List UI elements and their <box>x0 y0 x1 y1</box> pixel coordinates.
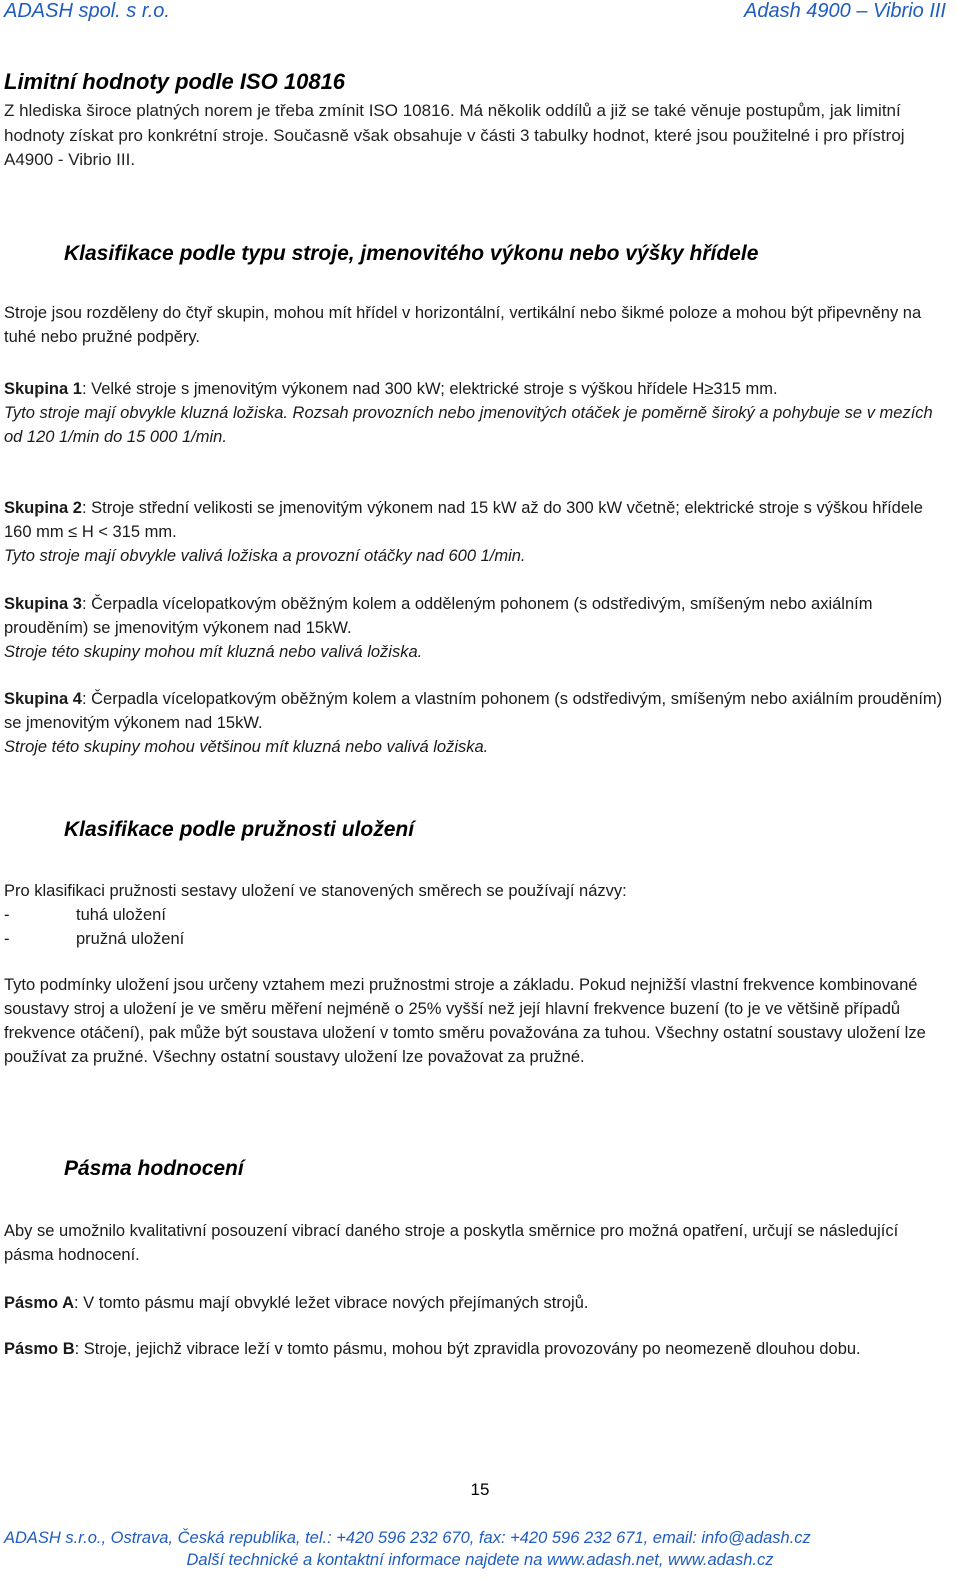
group-text: : Velké stroje s jmenovitým výkonem nad 300 kW; elektrické stroje s výškou hřídele H≥315 mm. <box>81 380 778 398</box>
list-item <box>4 927 944 951</box>
section-title-limits: Limitní hodnoty podle ISO 10816 <box>4 69 346 94</box>
group-label: Skupina 4 <box>4 690 82 708</box>
group-note: Tyto stroje mají obvykle valivá ložiska a provozní otáčky nad 600 1/min. <box>4 547 526 565</box>
group-text: : Stroje střední velikosti se jmenovitým výkonem nad 15 kW až do 300 kW včetně; elektrické stroje s výškou hřídele 160 mm ≤ H < 315 mm. <box>4 499 923 541</box>
group-label: Skupina 2 <box>4 499 82 517</box>
group-2 <box>4 496 944 568</box>
header-product: Adash 4900 – Vibrio III <box>744 0 946 22</box>
section-title-classification-type: Klasifikace podle typu stroje, jmenovitého výkonu nebo výšky hřídele <box>64 242 759 265</box>
page-number: 15 <box>470 1480 490 1499</box>
group-text: : Čerpadla vícelopatkovým oběžným kolem a odděleným pohonem (s odstředivým, smíšeným nebo axiálním prouděním) se jmenovitým výkonem nad 15kW. <box>4 595 873 637</box>
classification-intro: Stroje jsou rozděleny do čtyř skupin, mohou mít hřídel v horizontální, vertikální nebo šikmé poloze a mohou být připevněny na tuhé nebo pružné podpěry. <box>4 304 922 346</box>
footer-web: Další technické a kontaktní informace najdete na www.adash.net, www.adash.cz <box>186 1551 774 1569</box>
footer-contact: ADASH s.r.o., Ostrava, Česká republika, tel.: +420 596 232 670, fax: +420 596 232 671, email: info@adash.cz <box>4 1529 811 1547</box>
zone-b <box>4 1337 944 1361</box>
group-note: Tyto stroje mají obvykle kluzná ložiska. Rozsah provozních nebo jmenovitých otáček je poměrně široký a pohybuje se v mezích od 120 1/min do 15 000 1/min. <box>4 404 933 446</box>
page-header <box>4 0 956 32</box>
zone-label: Pásmo A <box>4 1294 74 1312</box>
list-item-text: tuhá uložení <box>76 906 166 924</box>
zone-label: Pásmo B <box>4 1340 75 1358</box>
zone-text: : Stroje, jejichž vibrace leží v tomto pásmu, mohou být zpravidla provozovány po neomezeně dlouhou dobu. <box>74 1340 861 1358</box>
zone-text: : V tomto pásmu mají obvyklé ležet vibrace nových přejímaných strojů. <box>74 1294 589 1312</box>
list-dash: - <box>4 930 10 948</box>
list-item-text: pružná uložení <box>76 930 185 948</box>
zones-intro: Aby se umožnilo kvalitativní posouzení vibrací daného stroje a poskytla směrnice pro možná opatření, určují se následující pásma hodnocení. <box>4 1222 899 1264</box>
group-label: Skupina 1 <box>4 380 82 398</box>
mounting-text: Tyto podmínky uložení jsou určeny vztahem mezi pružnostmi stroje a základu. Pokud nejnižší vlastní frekvence kombinované soustavy stroj a uložení je ve směru měření nejméně o 25% vyšší než její hlavní frekvence buzení (to je ve většině případů frekvence otáčení), pak může být soustava uložení v tomto směru považována za tuhou. Všechny ostatní soustavy uložení lze používat za pružné. Všechny ostatní soustavy uložení lze považovat za pružné. <box>4 976 926 1066</box>
section-title-zones: Pásma hodnocení <box>64 1157 244 1180</box>
section-intro-limits: Z hlediska široce platných norem je třeba zmínit ISO 10816. Má několik oddílů a již se také věnuje postupům, jak limitní hodnoty získat pro konkrétní stroje. Současně však obsahuje v části 3 tabulky hodnot, které jsou použitelné i pro přístroj A4900 - Vibrio III. <box>4 101 905 169</box>
list-dash: - <box>4 906 10 924</box>
mounting-intro-block <box>4 879 944 951</box>
group-note: Stroje této skupiny mohou většinou mít kluzná nebo valivá ložiska. <box>4 738 489 756</box>
mounting-intro: Pro klasifikaci pružnosti sestavy uložení ve stanovených směrech se používají názvy: <box>4 882 627 900</box>
group-label: Skupina 3 <box>4 595 82 613</box>
group-3 <box>4 592 944 664</box>
group-4 <box>4 687 944 759</box>
zone-a <box>4 1291 944 1315</box>
list-item <box>4 903 944 927</box>
group-1 <box>4 377 944 449</box>
section-title-mounting: Klasifikace podle pružnosti uložení <box>64 818 415 841</box>
group-note: Stroje této skupiny mohou mít kluzná nebo valivá ložiska. <box>4 643 423 661</box>
group-text: : Čerpadla vícelopatkovým oběžným kolem a vlastním pohonem (s odstředivým, smíšeným nebo axiálním prouděním) se jmenovitým výkonem nad 15kW. <box>4 690 943 732</box>
header-company: ADASH spol. s r.o. <box>4 0 170 22</box>
